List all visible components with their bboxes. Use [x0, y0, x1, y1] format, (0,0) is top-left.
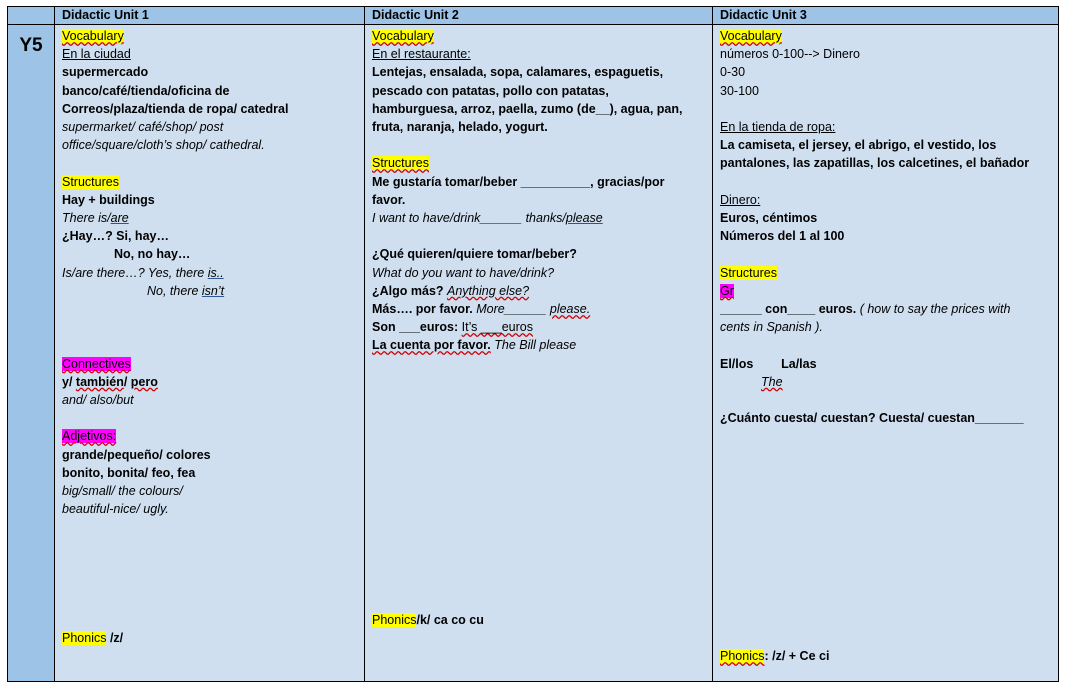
phonics-line: Phonics /z/ — [62, 631, 124, 645]
question-line: Más…. por favor. More______ please. — [372, 302, 591, 317]
curriculum-table — [7, 6, 1059, 682]
unit-3-content — [713, 25, 1058, 681]
question-line: ¿Qué quieren/quiere tomar/beber? — [372, 247, 577, 262]
cost-question: ¿Cuánto cuesta/ cuestan? Cuesta/ cuestan_______ — [720, 411, 1024, 426]
adjectives-heading: Adjetivos: — [62, 429, 117, 444]
topic-heading: En la ciudad — [62, 47, 131, 62]
connectives-heading: Connectives — [62, 356, 131, 371]
question-line: Son ___euros: It’s ___euros — [372, 320, 533, 335]
corner-cell — [8, 7, 55, 25]
translation-line: supermarket/ café/shop/ post — [62, 120, 224, 135]
price-line: cents in Spanish ). — [720, 320, 823, 335]
year-cell — [8, 25, 55, 681]
structure-line: Is/are there…? Yes, there is.. — [62, 265, 224, 280]
year-label: Y5 — [19, 35, 43, 56]
grammar-heading: Gr — [720, 283, 734, 298]
vocab-line: Correos/plaza/tienda de ropa/ catedral — [62, 101, 289, 116]
adjective-line: grande/pequeño/ colores — [62, 447, 211, 462]
question-line: La cuenta por favor. The Bill please — [372, 338, 577, 353]
phonics-line: Phonics: /z/ + Ce ci — [720, 649, 830, 663]
articles-line: El/los La/las — [720, 356, 817, 371]
phonics-heading: Phonics — [720, 649, 765, 663]
connectives-translation: and/ also/but — [62, 393, 134, 407]
structures-heading: Structures — [720, 265, 777, 280]
structure-line: Me gustaría tomar/beber __________, gracias/por — [372, 174, 665, 189]
money-line: Euros, céntimos — [720, 211, 818, 225]
unit-2-content — [365, 25, 713, 681]
unit-1-content — [55, 25, 365, 681]
price-line: ______ con____ euros. ( how to say the prices with — [720, 302, 1011, 316]
structures-heading: Structures — [372, 156, 429, 171]
vocab-line: pescado con patatas, pollo con patatas, — [372, 83, 609, 98]
unit-1-header: Didactic Unit 1 — [55, 7, 365, 25]
vocabulary-heading: Vocabulary — [62, 29, 124, 43]
vocab-line: banco/café/tienda/oficina de — [62, 83, 230, 98]
structure-line: No, there isn’t — [147, 283, 225, 298]
articles-translation: The — [761, 374, 783, 389]
structure-line: No, no hay… — [114, 247, 191, 262]
vocab-line: números 0-100--> Dinero — [720, 47, 860, 62]
phonics-heading: Phonics — [62, 631, 107, 645]
vocab-line: supermercado — [62, 65, 149, 80]
adjective-line: bonito, bonita/ feo, fea — [62, 465, 196, 480]
vocabulary-heading: Vocabulary — [372, 29, 434, 43]
unit-2-header: Didactic Unit 2 — [365, 7, 713, 25]
vocab-line: fruta, naranja, helado, yogurt. — [372, 120, 548, 135]
vocab-line: 30-100 — [720, 83, 759, 98]
structure-line: There is/are — [62, 211, 129, 226]
vocab-line: La camiseta, el jersey, el abrigo, el vestido, los — [720, 138, 997, 153]
money-heading: Dinero: — [720, 192, 761, 207]
structure-line: favor. — [372, 192, 406, 207]
structures-heading: Structures — [62, 174, 119, 189]
adjective-translation: big/small/ the colours/ — [62, 484, 183, 498]
shop-heading: En la tienda de ropa: — [720, 120, 836, 134]
phonics-heading: Phonics — [372, 613, 417, 627]
translation-line: office/square/cloth’s shop/ cathedral. — [62, 138, 265, 153]
vocab-line: hamburguesa, arroz, paella, zumo (de__), agua, pan, — [372, 101, 683, 116]
vocabulary-heading: Vocabulary — [720, 29, 782, 43]
structure-line: Hay + buildings — [62, 192, 155, 207]
structure-line: ¿Hay…? Si, hay… — [62, 229, 169, 244]
unit-3-header: Didactic Unit 3 — [713, 7, 1058, 25]
phonics-line: Phonics/k/ ca co cu — [372, 613, 484, 627]
money-line: Números del 1 al 100 — [720, 229, 845, 244]
vocab-line: 0-30 — [720, 65, 746, 80]
vocab-line: Lentejas, ensalada, sopa, calamares, espaguetis, — [372, 65, 664, 80]
connectives-line: y/ también/ pero — [62, 374, 158, 389]
topic-heading: En el restaurante: — [372, 47, 471, 62]
adjective-translation: beautiful-nice/ ugly. — [62, 502, 169, 517]
vocab-line: pantalones, las zapatillas, los calcetines, el bañador — [720, 156, 1030, 171]
structure-line: I want to have/drink______ thanks/please — [372, 211, 603, 226]
question-line: ¿Algo más? Anything else? — [372, 283, 530, 298]
question-line: What do you want to have/drink? — [372, 265, 555, 280]
